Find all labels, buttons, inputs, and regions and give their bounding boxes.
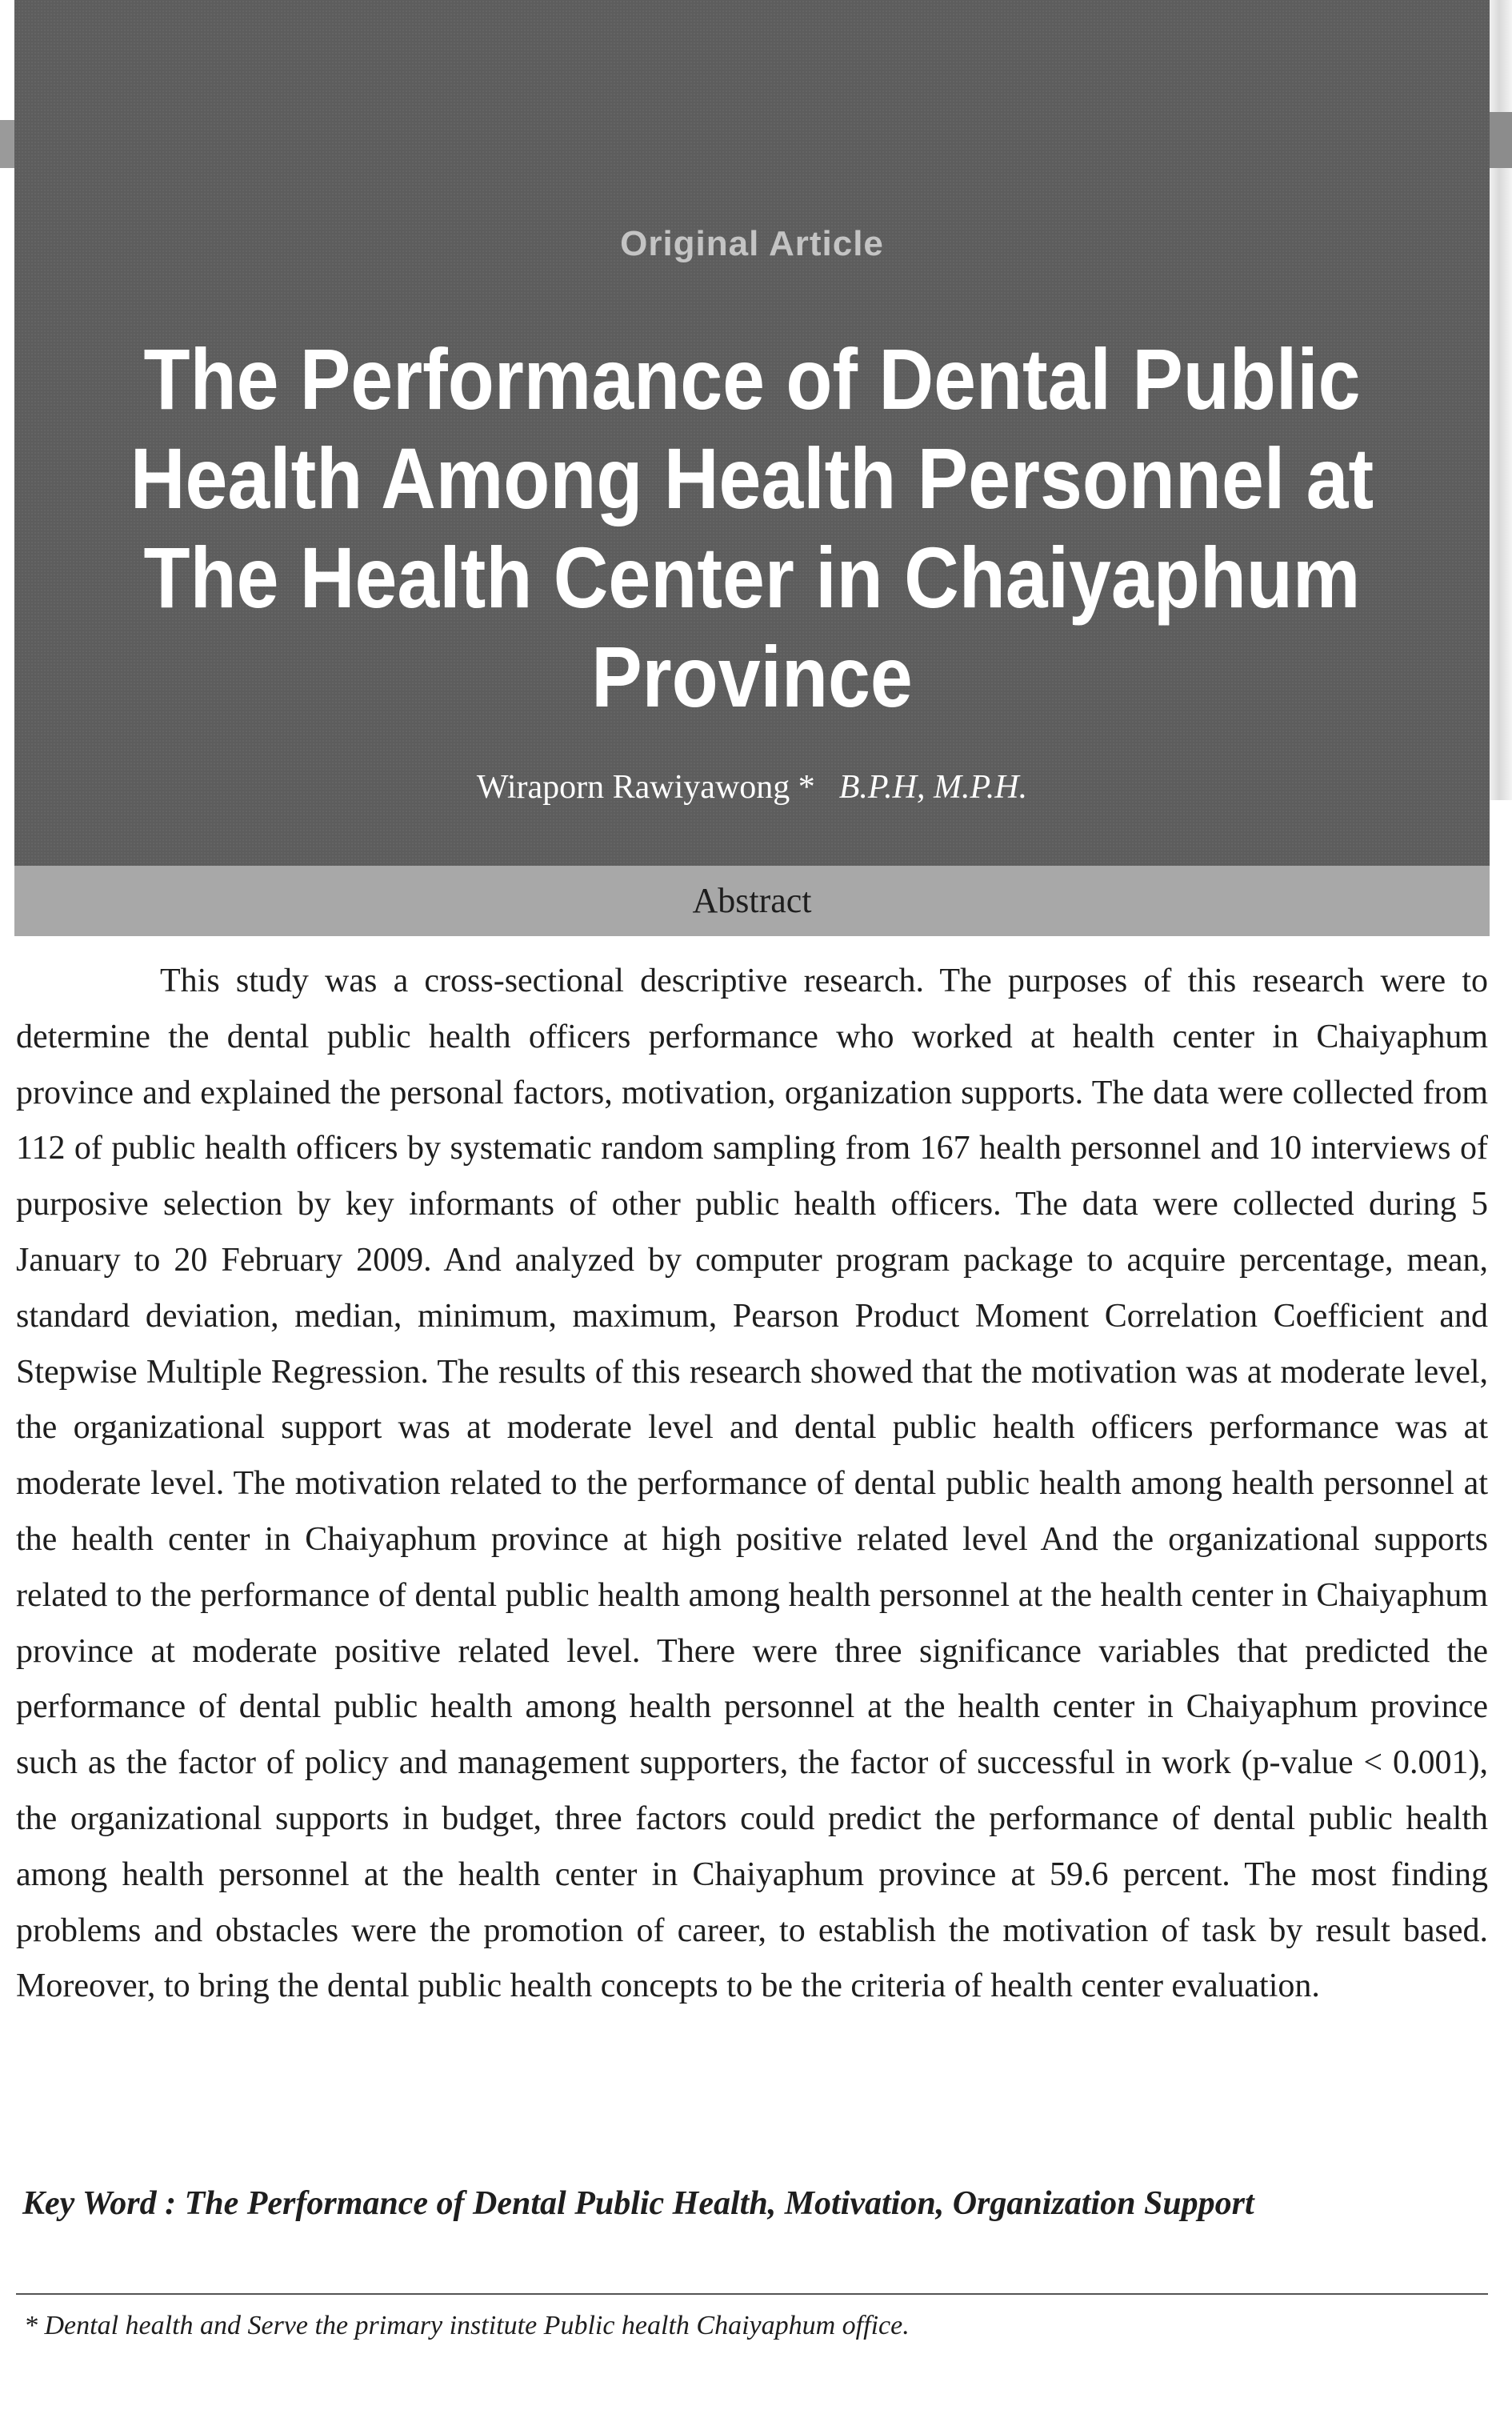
keywords-line: Key Word : The Performance of Dental Public Health, Motivation, Organization Support — [22, 2185, 1254, 2222]
page-edge-mark — [0, 120, 14, 168]
footnote-divider — [16, 2293, 1488, 2295]
author-line — [14, 768, 1490, 807]
abstract-body: This study was a cross-sectional descriptive research. The purposes of this research were to determine the dental public health officers performance who worked at health center in Chaiyaphum province and explained the personal factors, motivation, organization supports. The data were collected from 112 of public health officers by systematic random sampling from 167 health personnel and 10 interviews of purposive selection by key informants of other public health officers. The data were collected during 5 January to 20 February 2009. And analyzed by computer program package to acquire percentage, mean, standard deviation, median, minimum, maximum, Pearson Product Moment Correlation Coefficient and Stepwise Multiple Regression. The results of this research showed that the motivation was at moderate level, the organizational support was at moderate level and dental public health officers performance was at moderate level. The motivation related to the performance of dental public health among health personnel at the health center in Chaiyaphum province at high positive related level And the organizational supports related to the performance of dental public health among health personnel at the health center in Chaiyaphum province at moderate positive related level. There were three significance variables that predicted the performance of dental public health among health personnel at the health center in Chaiyaphum province such as the factor of policy and management supporters, the factor of successful in work (p-value < 0.001), the organizational supports in budget, three factors could predict the performance of dental public health among health personnel at the health center in Chaiyaphum province at 59.6 percent. The most finding problems and obstacles were the promotion of career, to establish the motivation of task by result based. Moreover, to bring the dental public health concepts to be the criteria of health center evaluation. — [16, 963, 1488, 2005]
page-edge-shadow — [1490, 0, 1512, 800]
abstract-heading: Abstract — [14, 866, 1490, 936]
author-degrees: B.P.H, M.P.H. — [838, 769, 1028, 806]
author-name: Wiraporn Rawiyawong * — [476, 769, 815, 806]
page-edge-tab — [1490, 112, 1512, 168]
author-footnote: * Dental health and Serve the primary institute Public health Chaiyaphum office. — [24, 2311, 910, 2340]
article-title: The Performance of Dental Public Health Among Health Personnel at The Health Center in Chaiyaphum Province — [130, 330, 1374, 725]
article-type-label: Original Article — [620, 224, 884, 263]
